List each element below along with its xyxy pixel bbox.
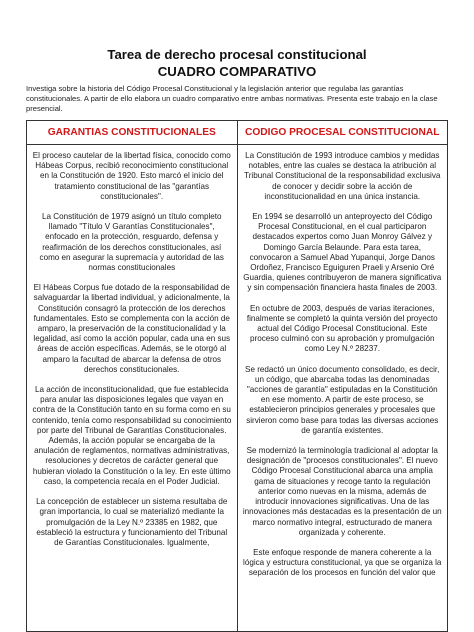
- paragraph: La acción de inconstitucionalidad, que fue establecida para anular las disposiciones legales que vayan en contra de la Constitución tanto en su forma como en su contenido, tenía como responsabilidad su conocimiento por parte del Tribunal de Garantías Constitucionales. Además, la acción popular se encargaba de la anulación de reglamentos, normativas administrativas, resoluciones y decretos de carácter general que hubieran violado la Constitución o la ley. En este último caso, la competencia recaía en el Poder Judicial.: [32, 385, 232, 486]
- paragraph: El Hábeas Corpus fue dotado de la responsabilidad de salvaguardar la libertad individual, y adicionalmente, la Constitución consagró la protección de los derechos fundamentales. Esto se complementa con la acción de amparo, la preservación de la constitucionalidad y la legalidad, así como la acción popular, cada una en sus áreas de acción específicas. Además, se le otorgó al amparo la facultad de abarcar la defensa de otros derechos constitucionales.: [33, 283, 231, 374]
- instructions-text: Investiga sobre la historia del Código Procesal Constitucional y la legislación anterior que regulaba las garantías constitucionales. A partir de ello elabora un cuadro comparativo entre ambas normativas. Presenta este trabajo en la clase presencial.: [26, 84, 438, 113]
- table-header-row: [27, 121, 447, 145]
- paragraph: La concepción de establecer un sistema resultaba de gran importancia, lo cual se materializó mediante la promulgación de la Ley N.º 23385 en 1982, que estableció la estructura y funcionamiento del Tribunal de Garantías Constitucionales. Igualmente,: [36, 497, 228, 547]
- column-codigo: [237, 145, 448, 631]
- document-header: [26, 46, 448, 114]
- column-header-garantias: GARANTIAS CONSTITUCIONALES: [47, 127, 216, 138]
- document-subtitle: CUADRO COMPARATIVO: [157, 64, 317, 79]
- comparison-table: [26, 120, 448, 632]
- paragraph: La Constitución de 1979 asignó un título completo llamado "Título V Garantías Constitucionales", enfocado en la protección, resguardo, defensa y reafirmación de los derechos constitucionales, así como en asegurar la supremacía y autoridad de las normas constitucionales: [39, 212, 224, 273]
- paragraph: Se modernizó la terminología tradicional al adoptar la designación de "procesos constitucionales". El nuevo Código Procesal Constitucional abarca una amplia gama de situaciones y recoge tanto la regulación anterior como nuevas en la misma, además de introducir innovaciones significativas. Una de las innovaciones más destacadas es la presentación de un marco normativo integral, estructurado de manera organizada y coherente.: [242, 446, 442, 537]
- paragraph: La Constitución de 1993 introduce cambios y medidas notables, entre las cuales se destaca la atribución al Tribunal Constitucional de la responsabilidad exclusiva de conocer y decidir sobre la acción de inconstitucionalidad en una única instancia.: [244, 151, 441, 201]
- table-body-row: [27, 145, 447, 631]
- paragraph: Se redactó un único documento consolidado, es decir, un código, que abarcaba todas las denominadas "acciones de garantía" estipuladas en la Constitución en ese momento. A partir de este proceso, se establecieron principios generales y procesales que sirvieron como base para todas las diversas acciones de garantía existentes.: [245, 364, 440, 435]
- paragraph: Este enfoque responde de manera coherente a la lógica y estructura constitucional, ya que se organiza la separación de los procesos en función del valor que: [243, 547, 442, 578]
- paragraph: En octubre de 2003, después de varias iteraciones, finalmente se completó la quinta versión del proyecto actual del Código Procesal Constitucional. Este proceso culminó con su aprobación y promulgación como Ley N.º 28237.: [246, 303, 438, 354]
- column-header-codigo: CODIGO PROCESAL CONSTITUCIONAL: [237, 121, 448, 144]
- document-title: Tarea de derecho procesal constitucional: [107, 47, 367, 62]
- column-garantias: [27, 145, 237, 631]
- paragraph: En 1994 se desarrolló un anteproyecto del Código Procesal Constitucional, en el cual participaron destacados expertos como Juan Monroy Gálvez y Domingo García Belaunde. Para esta tarea, convocaron a Samuel Abad Yupanqui, Jorge Danos Ordoñez, Francisco Eguiguren Praeli y Arsenio Oré Guardia, quienes contribuyeron de manera significativa y sin compensación financiera hasta finales de 2003.: [243, 212, 442, 293]
- paragraph: El proceso cautelar de la libertad física, conocido como Hábeas Corpus, recibió reconocimiento constitucional en la Constitución de 1920. Esto marcó el inicio del tratamiento constitucional de las "garantías constitucionales".: [32, 151, 231, 201]
